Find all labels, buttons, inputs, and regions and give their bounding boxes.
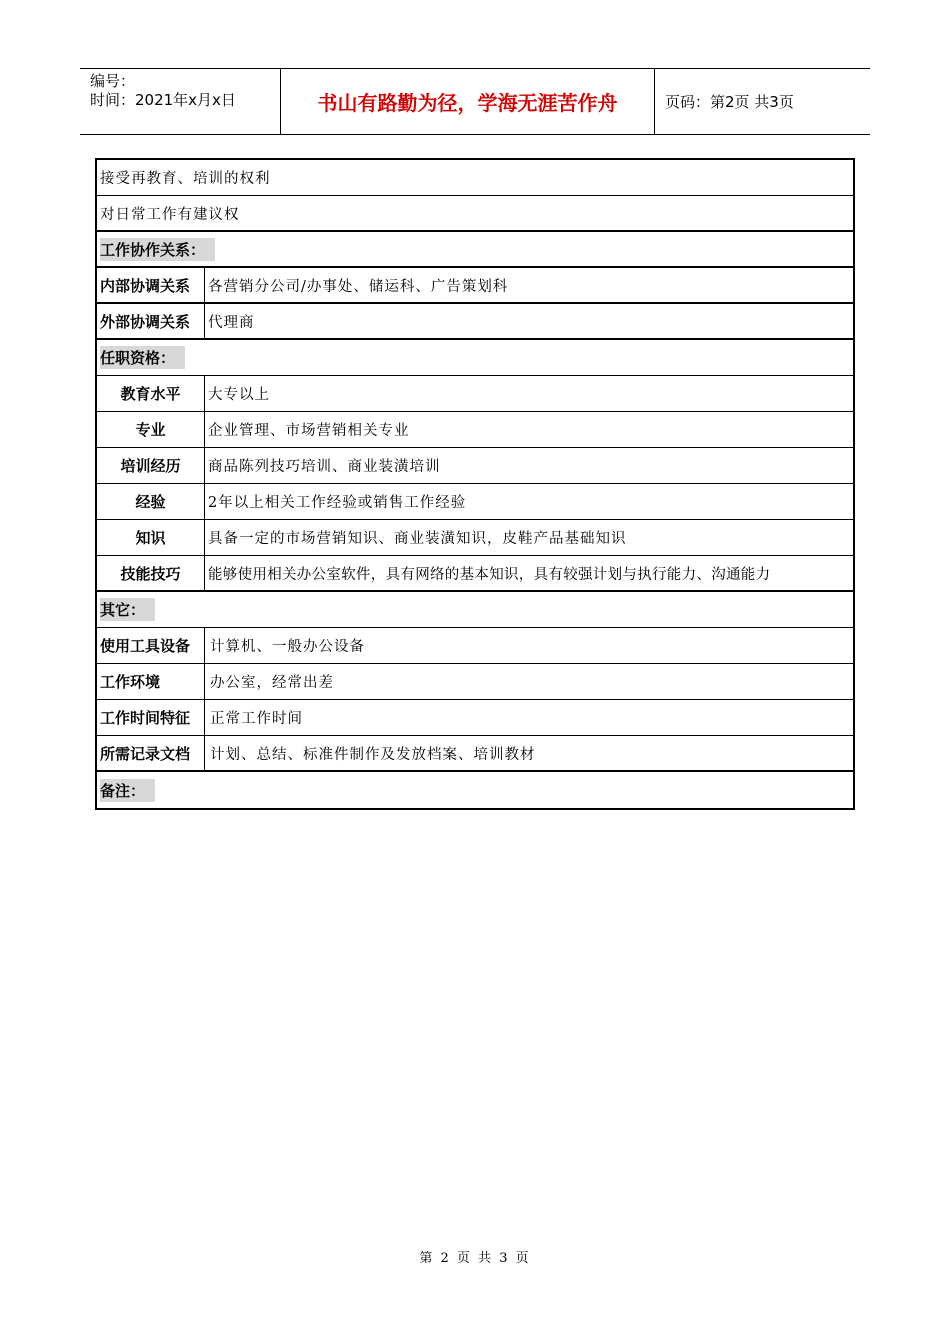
internal-value: 各营销分公司/办事处、储运科、广告策划科	[208, 278, 509, 295]
external-label: 外部协调关系	[97, 304, 205, 338]
environment-label: 工作环境	[97, 664, 205, 699]
table-row	[97, 664, 853, 700]
experience-value: 2年以上相关工作经验或销售工作经验	[208, 495, 467, 511]
section-title: 工作协作关系：	[100, 238, 215, 261]
skill-label: 技能技巧	[97, 556, 205, 590]
table-row	[97, 700, 853, 736]
table-row	[97, 484, 853, 520]
table-row	[97, 268, 853, 304]
tools-value: 计算机、一般办公设备	[210, 639, 365, 655]
internal-label: 内部协调关系	[97, 268, 205, 302]
table-row	[97, 520, 853, 556]
table-row	[97, 196, 853, 232]
training-value: 商品陈列技巧培训、商业装潢培训	[208, 459, 441, 475]
education-label: 教育水平	[97, 376, 205, 411]
header-motto: 书山有路勤为径，学海无涯苦作舟	[281, 69, 655, 134]
section-cooperation	[97, 232, 853, 268]
section-title: 备注：	[100, 779, 155, 802]
major-value: 企业管理、市场营销相关专业	[208, 423, 410, 439]
number-label: 编号：	[90, 72, 136, 90]
page-header	[80, 68, 870, 135]
header-meta	[80, 69, 281, 134]
table-row	[97, 376, 853, 412]
tools-label: 使用工具设备	[97, 628, 205, 663]
documents-value: 计划、总结、标准件制作及发放档案、培训教材	[210, 746, 536, 763]
skill-value: 能够使用相关办公室软件，具有网络的基本知识，具有较强计划与执行能力、沟通能力	[208, 566, 771, 583]
section-title: 其它：	[100, 598, 155, 621]
table-row	[97, 412, 853, 448]
experience-label: 经验	[97, 484, 205, 519]
table-row	[97, 628, 853, 664]
job-description-table	[95, 158, 855, 810]
knowledge-value: 具备一定的市场营销知识、商业装潢知识，皮鞋产品基础知识	[208, 531, 627, 547]
table-row	[97, 736, 853, 772]
table-row	[97, 556, 853, 592]
section-notes	[97, 772, 853, 808]
work-time-value: 正常工作时间	[210, 711, 303, 727]
table-row	[97, 160, 853, 196]
environment-value: 办公室，经常出差	[210, 675, 334, 691]
documents-label: 所需记录文档	[97, 736, 205, 770]
section-other	[97, 592, 853, 628]
right-suggestion: 对日常工作有建议权	[100, 206, 240, 223]
major-label: 专业	[97, 412, 205, 447]
section-qualification	[97, 340, 853, 376]
education-value: 大专以上	[208, 387, 270, 403]
table-row	[97, 448, 853, 484]
right-retraining: 接受再教育、培训的权利	[100, 171, 271, 187]
time-label: 时间：2021年x月x日	[90, 91, 236, 109]
training-label: 培训经历	[97, 448, 205, 483]
knowledge-label: 知识	[97, 520, 205, 555]
table-row	[97, 304, 853, 340]
header-page-label: 页码：第2页 共3页	[665, 93, 794, 111]
external-value: 代理商	[208, 314, 255, 331]
section-title: 任职资格：	[100, 346, 185, 369]
work-time-label: 工作时间特征	[97, 700, 205, 735]
page-footer: 第 2 页 共 3 页	[419, 1251, 531, 1266]
